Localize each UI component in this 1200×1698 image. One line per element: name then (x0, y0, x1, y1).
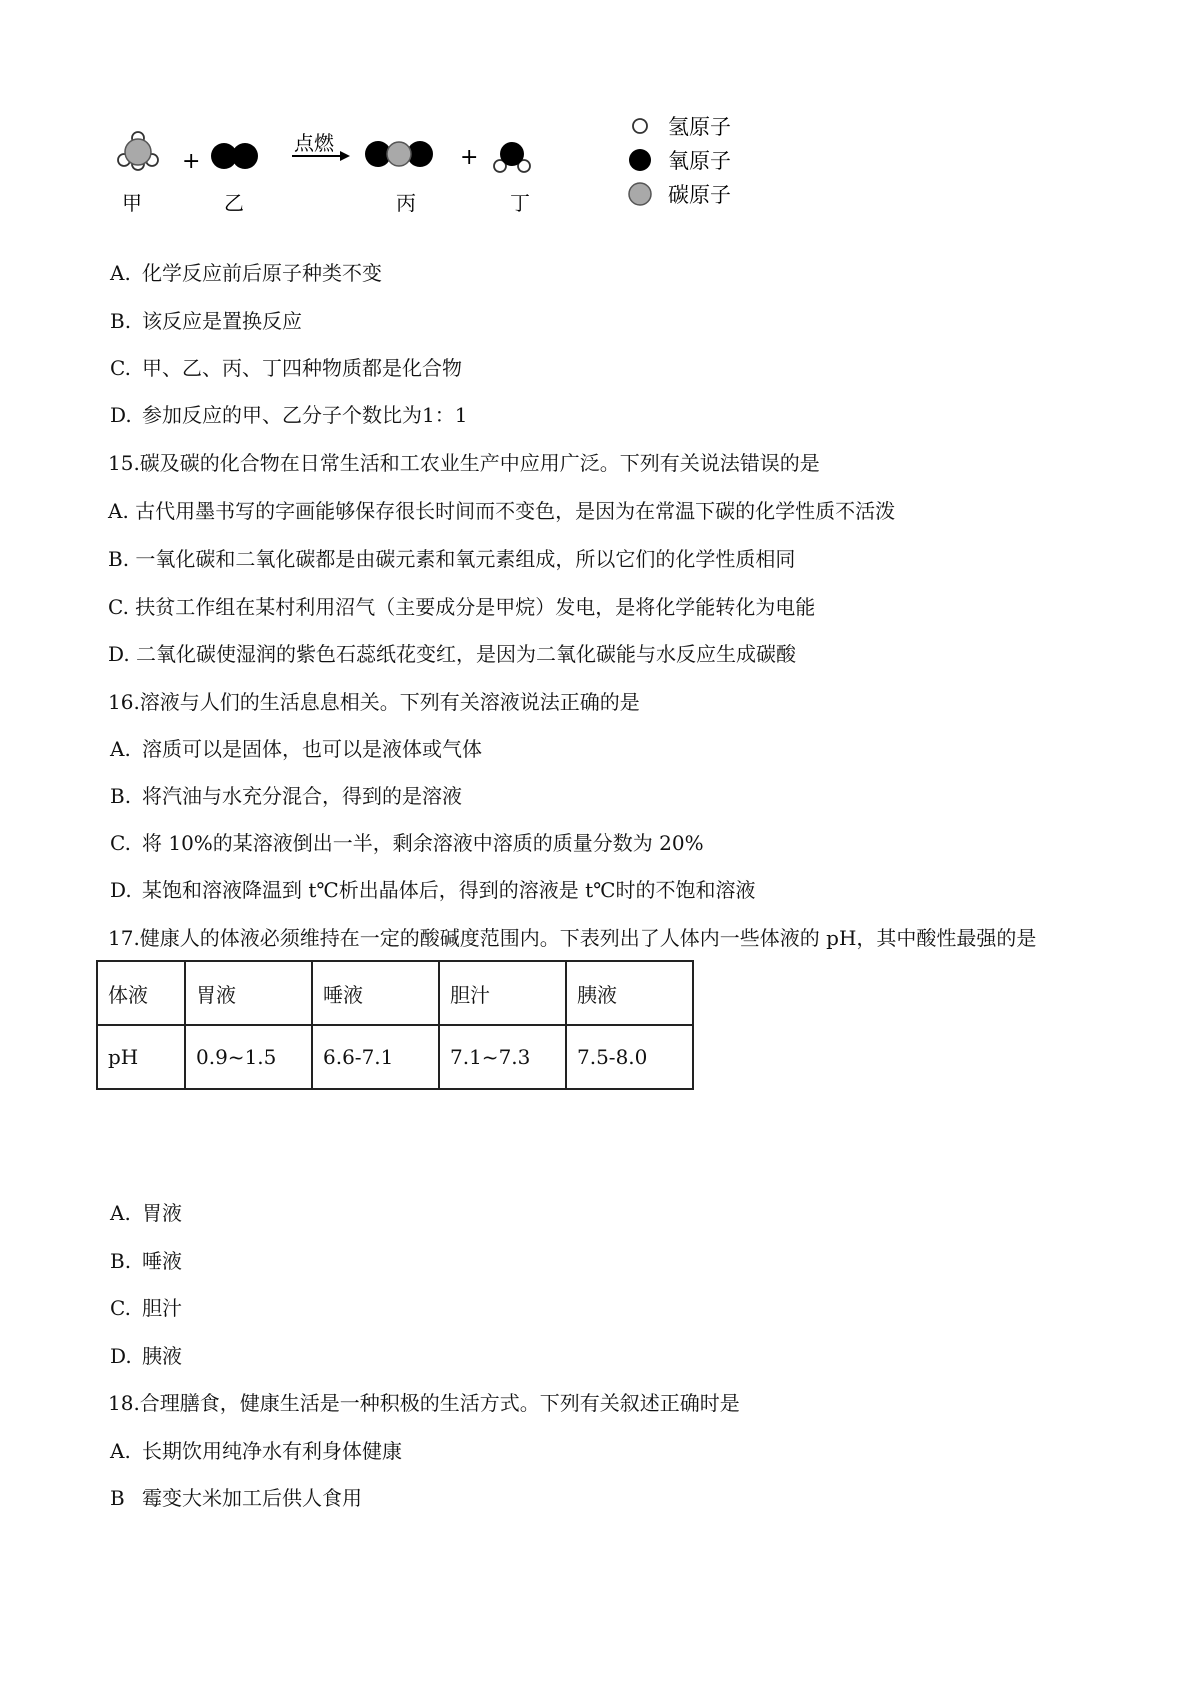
option-letter: A. (110, 737, 131, 761)
option-letter: A. (110, 1201, 131, 1225)
carbon-atom-icon (629, 183, 651, 205)
table-cell: 7.5-8.0 (566, 1025, 693, 1089)
option-text: 唾液 (142, 1249, 182, 1273)
option-text: 胰液 (142, 1344, 182, 1368)
option-text: 某饱和溶液降温到 t℃析出晶体后，得到的溶液是 t℃时的不饱和溶液 (142, 878, 756, 902)
option-text: 胆汁 (142, 1296, 182, 1320)
plus-sign-1: + (182, 149, 201, 174)
plus-sign-2: + (460, 145, 479, 170)
table-cell: pH (97, 1025, 185, 1089)
arrow-head (340, 151, 350, 161)
option-text: 甲、乙、丙、丁四种物质都是化合物 (142, 356, 462, 380)
table-cell: 胰液 (566, 961, 693, 1025)
q16-stem: 16.溶液与人们的生活息息相关。下列有关溶液说法正确的是 (108, 690, 640, 714)
table-row-ph (97, 1025, 693, 1089)
q16-option-c (110, 830, 704, 856)
option-letter: C. (110, 1296, 131, 1320)
legend-carbon: 碳原子 (668, 183, 731, 207)
molecule-bing (365, 141, 433, 167)
molecule-jia (118, 132, 158, 170)
option-letter: D. (110, 1344, 132, 1368)
table-cell: 胃液 (185, 961, 312, 1025)
option-text: 将汽油与水充分混合，得到的是溶液 (142, 784, 462, 808)
q17-option-d (110, 1343, 182, 1369)
q18-option-b (110, 1485, 362, 1511)
q18-stem: 18.合理膳食，健康生活是一种积极的生活方式。下列有关叙述正确时是 (108, 1391, 740, 1415)
option-text: 溶质可以是固体，也可以是液体或气体 (142, 737, 482, 761)
q14-option-c (110, 355, 462, 381)
label-yi: 乙 (224, 191, 244, 215)
ph-table (96, 960, 694, 1090)
option-letter: B. (110, 784, 132, 808)
legend (629, 115, 731, 207)
reaction-diagram (100, 100, 760, 240)
table-row-header (97, 961, 693, 1025)
q17-option-a (110, 1200, 182, 1226)
q18-option-a (110, 1438, 402, 1464)
option-text: 将 10%的某溶液倒出一半，剩余溶液中溶质的质量分数为 20% (142, 831, 704, 855)
legend-oxygen: 氧原子 (668, 149, 731, 173)
option-letter: C. (110, 831, 131, 855)
molecule-ding (494, 142, 530, 172)
option-letter: B (110, 1486, 125, 1510)
q15-option-c: C. 扶贫工作组在某村利用沼气（主要成分是甲烷）发电，是将化学能转化为电能 (108, 595, 816, 619)
table-cell: 唾液 (312, 961, 439, 1025)
label-ding: 丁 (510, 191, 530, 215)
table-cell: 体液 (97, 961, 185, 1025)
label-bing: 丙 (396, 191, 416, 215)
label-jia: 甲 (122, 191, 142, 215)
option-text: 长期饮用纯净水有利身体健康 (142, 1439, 402, 1463)
reaction-diagram-svg (100, 100, 760, 240)
q15-option-a: A. 古代用墨书写的字画能够保存很长时间而不变色，是因为在常温下碳的化学性质不活泼 (108, 499, 896, 523)
table-cell: 6.6-7.1 (312, 1025, 439, 1089)
hydrogen-atom-icon (633, 119, 647, 133)
option-letter: A. (110, 1439, 131, 1463)
option-text: 胃液 (142, 1201, 182, 1225)
option-letter: B. (110, 309, 132, 333)
option-letter: A. (110, 261, 131, 285)
reaction-condition: 点燃 (294, 131, 334, 155)
table-cell: 0.9~1.5 (185, 1025, 312, 1089)
q14-option-b (110, 308, 302, 334)
q17-option-c (110, 1295, 182, 1321)
option-letter: D. (110, 878, 132, 902)
legend-hydrogen: 氢原子 (668, 115, 731, 139)
q14-option-a (110, 260, 382, 286)
oxygen-atom-icon (629, 149, 651, 171)
option-letter: B. (110, 1249, 132, 1273)
q16-option-d (110, 877, 756, 903)
q14-option-d (110, 402, 467, 428)
table-cell: 7.1~7.3 (439, 1025, 566, 1089)
option-text: 该反应是置换反应 (142, 309, 302, 333)
q17-stem: 17.健康人的体液必须维持在一定的酸碱度范围内。下表列出了人体内一些体液的 pH，其中酸性最强的是 (108, 926, 1037, 950)
option-text: 霉变大米加工后供人食用 (142, 1486, 362, 1510)
option-letter: C. (110, 356, 131, 380)
q15-option-b: B. 一氧化碳和二氧化碳都是由碳元素和氧元素组成，所以它们的化学性质相同 (108, 547, 796, 571)
q16-option-a (110, 736, 482, 762)
q16-option-b (110, 783, 462, 809)
q15-option-d: D. 二氧化碳使湿润的紫色石蕊纸花变红，是因为二氧化碳能与水反应生成碳酸 (108, 642, 797, 666)
option-text: 参加反应的甲、乙分子个数比为1：1 (142, 403, 468, 427)
q17-option-b (110, 1248, 182, 1274)
option-text: 化学反应前后原子种类不变 (142, 261, 382, 285)
option-letter: D. (110, 403, 132, 427)
molecule-yi (211, 143, 258, 169)
q15-stem: 15.碳及碳的化合物在日常生活和工农业生产中应用广泛。下列有关说法错误的是 (108, 451, 820, 475)
table-cell: 胆汁 (439, 961, 566, 1025)
